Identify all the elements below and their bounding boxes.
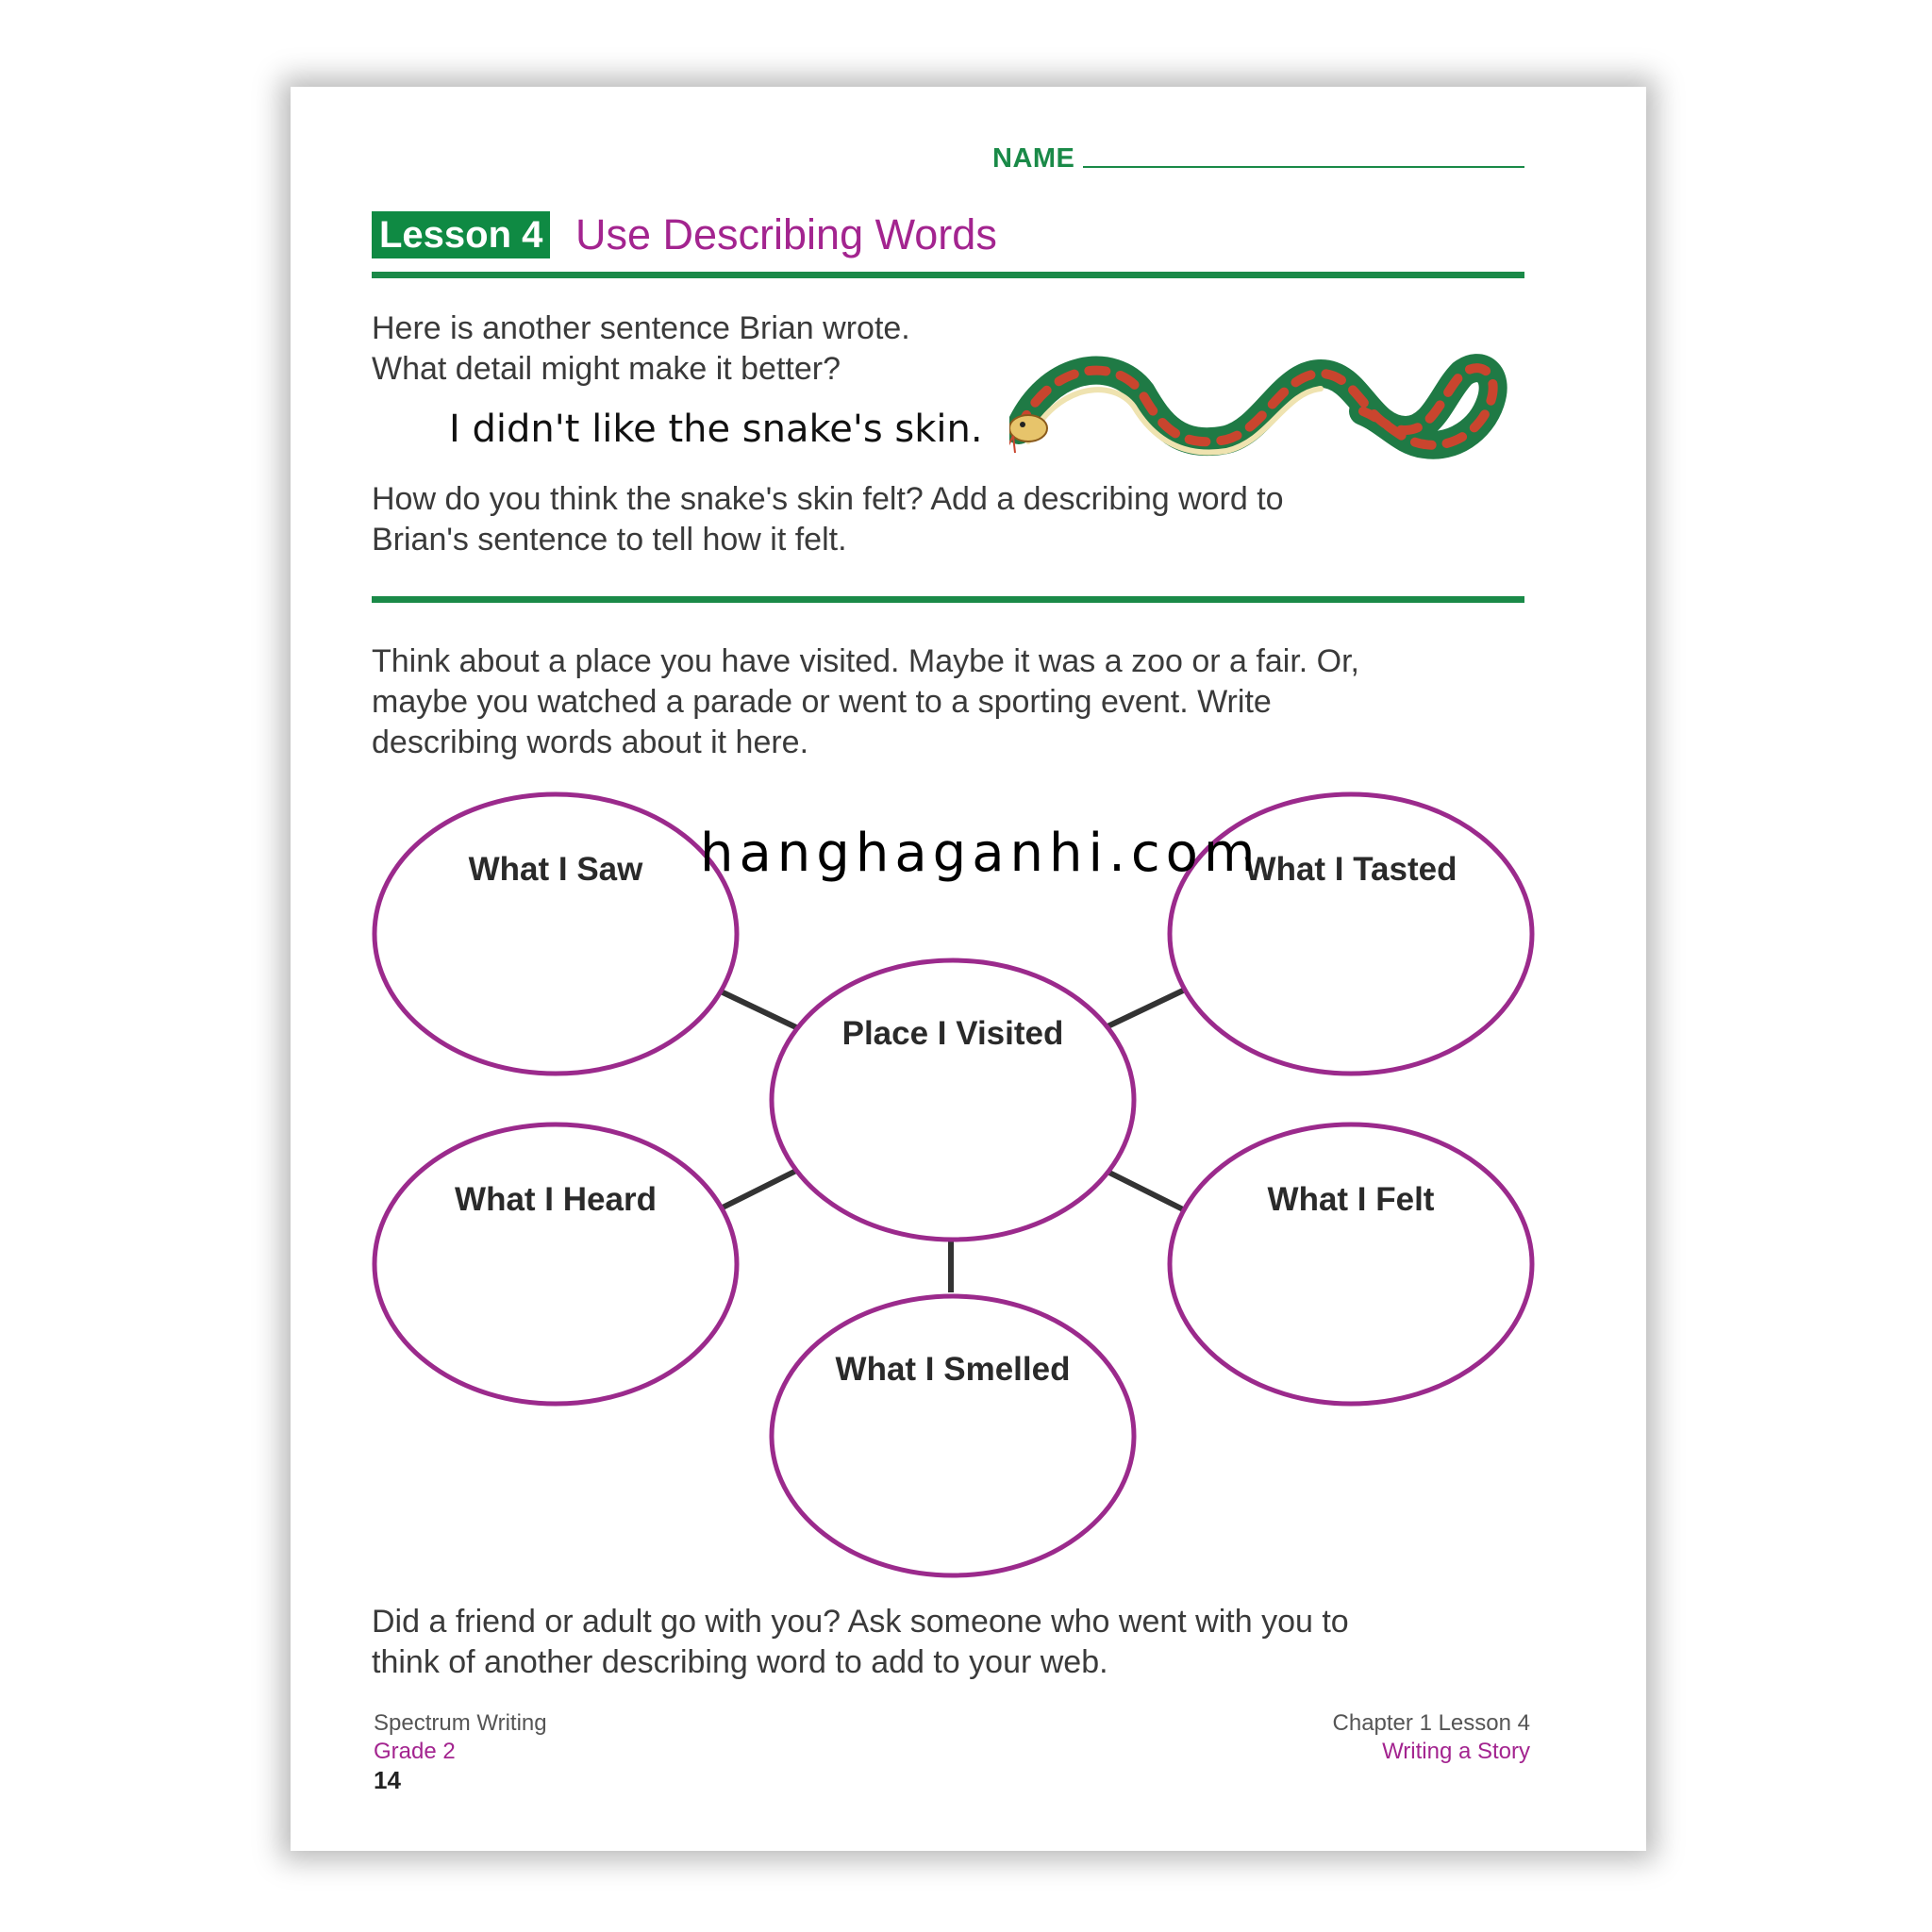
lesson-title: Use Describing Words: [575, 210, 997, 258]
label-what-i-heard: What I Heard: [455, 1181, 657, 1218]
closing-line-1: Did a friend or adult go with you? Ask someone who went with you to: [372, 1604, 1349, 1640]
watermark: hanghaganhi.com: [700, 823, 1261, 884]
oval-saw: [375, 794, 737, 1074]
label-what-i-saw: What I Saw: [468, 851, 643, 888]
oval-center: [772, 960, 1134, 1240]
label-place-i-visited: Place I Visited: [841, 1015, 1064, 1052]
prompt-line-2: maybe you watched a parade or went to a sporting event. Write: [372, 684, 1272, 720]
intro-line-1: Here is another sentence Brian wrote.: [372, 310, 910, 346]
oval-felt: [1170, 1124, 1532, 1404]
question-line-1: How do you think the snake's skin felt? Add a describing word to: [372, 481, 1284, 517]
label-what-i-felt: What I Felt: [1267, 1181, 1435, 1218]
oval-heard: [375, 1124, 737, 1404]
footer-series: Spectrum Writing: [374, 1710, 547, 1736]
lesson-badge: Lesson 4: [372, 211, 550, 258]
prompt-line-1: Think about a place you have visited. Maybe it was a zoo or a fair. Or,: [372, 643, 1359, 679]
page-number: 14: [374, 1766, 401, 1794]
footer-unit: Writing a Story: [1382, 1739, 1530, 1764]
label-what-i-smelled: What I Smelled: [835, 1351, 1071, 1388]
intro-line-2: What detail might make it better?: [372, 351, 841, 387]
question-line-2: Brian's sentence to tell how it felt.: [372, 522, 847, 558]
footer-grade: Grade 2: [374, 1739, 456, 1764]
footer-chapter: Chapter 1 Lesson 4: [1332, 1710, 1530, 1736]
prompt-line-3: describing words about it here.: [372, 724, 809, 760]
label-what-i-tasted: What I Tasted: [1244, 851, 1457, 888]
oval-smelled: [772, 1296, 1134, 1575]
name-label: NAME: [992, 143, 1075, 174]
closing-line-2: think of another describing word to add to your web.: [372, 1644, 1108, 1680]
example-sentence: I didn't like the snake's skin.: [449, 408, 983, 451]
